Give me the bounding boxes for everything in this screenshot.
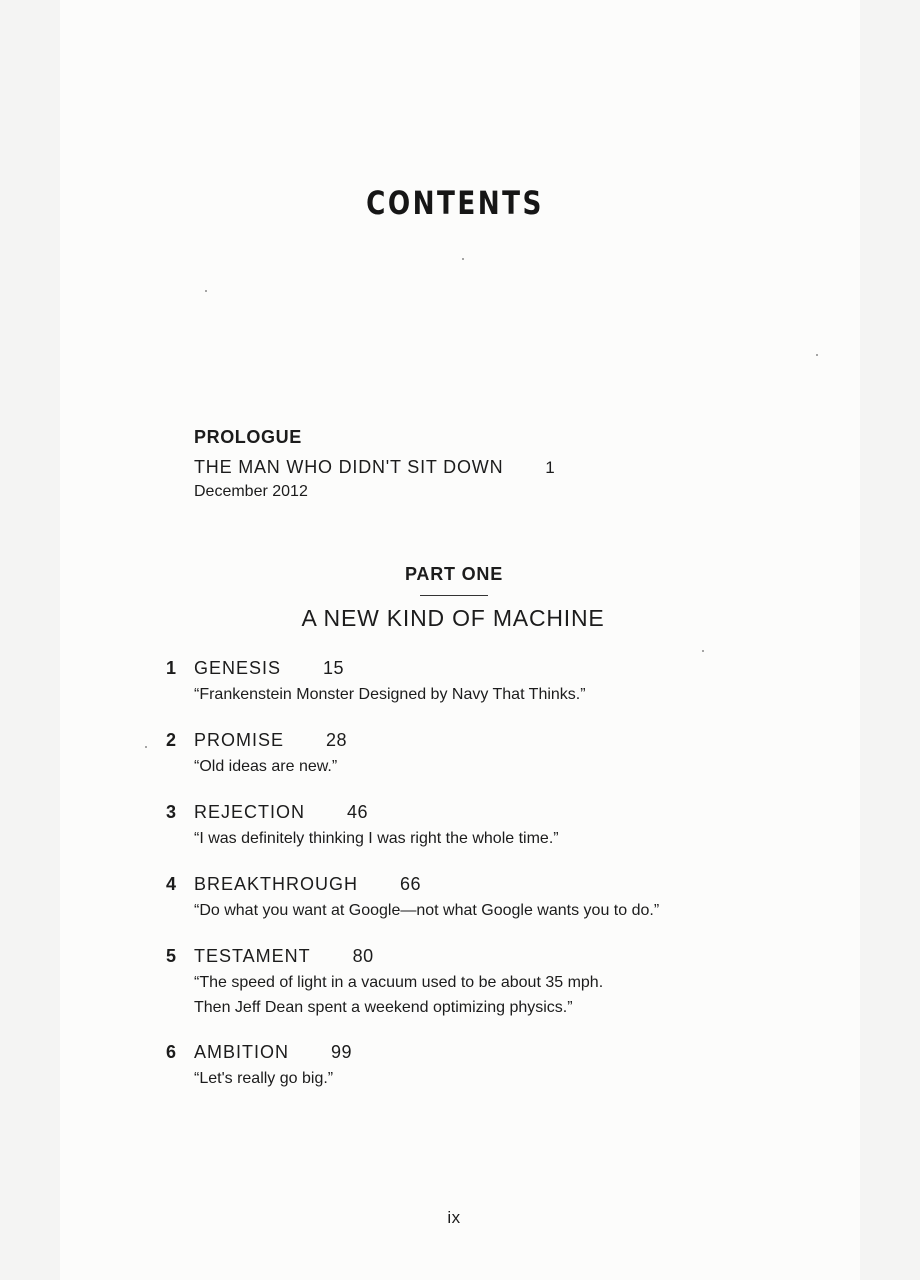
prologue-title: THE MAN WHO DIDN'T SIT DOWN [194, 457, 504, 477]
scan-speck [702, 650, 704, 652]
chapter-heading-line [166, 945, 786, 967]
chapter-epigraph: “I was definitely thinking I was right the whole time.” [194, 830, 559, 847]
chapter-title: PROMISE [194, 730, 285, 750]
prologue-page-number: 1 [545, 458, 555, 477]
chapter-page-number: 28 [326, 730, 348, 750]
chapter-epigraph-continued: Then Jeff Dean spent a weekend optimizing physics.” [194, 999, 573, 1016]
chapter-number: 3 [166, 802, 177, 822]
chapter-title: TESTAMENT [194, 946, 311, 966]
chapter-title: GENESIS [194, 658, 282, 678]
chapter-page-number: 80 [352, 946, 374, 966]
scan-speck [205, 290, 207, 292]
scan-speck [145, 746, 147, 748]
prologue-subtitle: December 2012 [194, 483, 308, 500]
chapter-number: 2 [166, 730, 177, 750]
chapter-heading-line [166, 729, 786, 751]
chapter-entry[interactable] [166, 801, 786, 851]
chapter-entry[interactable] [166, 945, 786, 1020]
prologue-title-row [194, 456, 794, 479]
prologue-label: PROLOGUE [194, 427, 302, 447]
scan-speck [462, 258, 464, 260]
chapter-epigraph: “Frankenstein Monster Designed by Navy That Thinks.” [194, 686, 586, 703]
chapter-entry[interactable] [166, 657, 786, 707]
chapter-title: AMBITION [194, 1042, 290, 1062]
chapter-entry[interactable] [166, 1041, 786, 1091]
part-label: PART ONE [404, 564, 504, 584]
chapter-epigraph: “Old ideas are new.” [194, 758, 338, 775]
chapter-entry[interactable] [166, 729, 786, 779]
chapter-heading-line [166, 1041, 786, 1063]
prologue-entry[interactable] [194, 426, 794, 502]
chapter-number: 1 [166, 658, 177, 678]
chapter-title: BREAKTHROUGH [194, 874, 359, 894]
scan-margin-right [860, 0, 920, 1280]
chapter-number: 6 [166, 1042, 177, 1062]
chapter-number: 4 [166, 874, 177, 894]
scan-margin-left [0, 0, 60, 1280]
chapter-epigraph: “The speed of light in a vacuum used to be about 35 mph. [194, 974, 604, 991]
chapter-epigraph: “Do what you want at Google—not what Google wants you to do.” [194, 902, 660, 919]
page-folio: ix [447, 1208, 461, 1227]
part-divider [420, 595, 488, 596]
chapter-heading-line [166, 873, 786, 895]
chapter-page-number: 15 [323, 658, 345, 678]
chapter-page-number: 99 [331, 1042, 353, 1062]
chapter-title: REJECTION [194, 802, 306, 822]
contents-heading: CONTENTS [366, 184, 544, 222]
part-title: A NEW KIND OF MACHINE [301, 605, 605, 631]
scan-speck [816, 354, 818, 356]
chapter-number: 5 [166, 946, 177, 966]
chapter-heading-line [166, 801, 786, 823]
chapter-page-number: 66 [400, 874, 422, 894]
chapter-entry[interactable] [166, 873, 786, 923]
chapter-epigraph: “Let's really go big.” [194, 1070, 334, 1087]
chapter-heading-line [166, 657, 786, 679]
chapter-page-number: 46 [347, 802, 369, 822]
